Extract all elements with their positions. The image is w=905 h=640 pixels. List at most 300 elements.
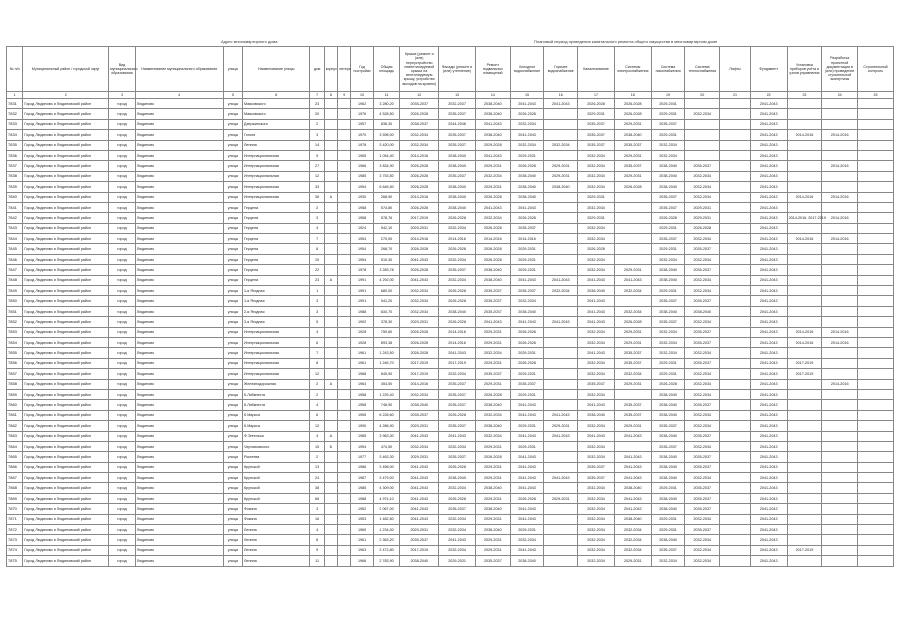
table-cell <box>324 410 337 420</box>
table-row <box>7 358 894 368</box>
table-cell <box>324 525 337 535</box>
table-cell: Людиново <box>135 244 223 254</box>
table-cell: 14 <box>310 140 324 150</box>
table-cell: 2038-2040 <box>510 171 544 181</box>
table-cell: 2029-2031 <box>475 545 510 555</box>
table-cell: Людиново <box>135 525 223 535</box>
table-cell <box>338 421 351 431</box>
table-cell: 7861 <box>7 410 23 420</box>
table-cell: Людиново <box>135 431 223 441</box>
table-cell: Людиново <box>135 171 223 181</box>
table-cell: 2041-2043 <box>439 348 476 358</box>
table-cell <box>720 369 751 379</box>
table-cell: 2035-2037 <box>439 400 476 410</box>
table-cell: 2041-2043 <box>578 317 615 327</box>
table-cell: Людиново <box>135 337 223 347</box>
table-cell: город <box>109 254 136 264</box>
table-cell: 2029-2031 <box>475 441 510 451</box>
table-cell <box>787 109 822 119</box>
table-cell: 2032-2034 <box>578 369 615 379</box>
table-cell: 2014-2016 <box>787 130 822 140</box>
table-cell: 2041-2043 <box>510 545 544 555</box>
table-cell <box>720 182 751 192</box>
table-cell: 2041-2043 <box>475 317 510 327</box>
table-cell: 2035-2037 <box>439 171 476 181</box>
table-cell: Город Людиново и Людиновский район <box>23 286 109 296</box>
table-cell: город <box>109 99 136 109</box>
table-cell <box>822 514 858 524</box>
table-cell: Город Людиново и Людиновский район <box>23 452 109 462</box>
table-cell: 7833 <box>7 119 23 129</box>
table-cell: 7846 <box>7 254 23 264</box>
table-cell: Город Людиново и Людиновский район <box>23 171 109 181</box>
table-row <box>7 254 894 264</box>
table-cell: 2032-2034 <box>439 254 476 264</box>
table-cell: 2038-2040 <box>651 161 685 171</box>
table-cell <box>822 389 858 399</box>
table-cell <box>720 254 751 264</box>
table-cell: 2 783,90 <box>373 556 400 566</box>
table-cell: 2029-2031 <box>578 213 615 223</box>
table-cell <box>338 545 351 555</box>
table-cell <box>720 452 751 462</box>
table-cell: 2041-2043 <box>750 317 787 327</box>
table-cell <box>720 441 751 451</box>
table-cell: 12 <box>310 171 324 181</box>
table-cell: 2038-2040 <box>651 462 685 472</box>
table-cell: 2032-2034 <box>651 556 685 566</box>
table-cell: 3 283,78 <box>373 265 400 275</box>
table-cell: Людиново <box>135 327 223 337</box>
table-cell: 2035-2037 <box>614 161 651 171</box>
table-cell <box>544 348 578 358</box>
table-cell <box>324 109 337 119</box>
table-cell: Людиново <box>135 109 223 119</box>
table-cell: 2038-2040 <box>651 473 685 483</box>
table-cell: 2032-2034 <box>510 296 544 306</box>
table-cell <box>858 410 894 420</box>
table-cell: 2041-2043 <box>614 473 651 483</box>
table-cell: 2035-2037 <box>651 192 685 202</box>
table-cell <box>720 99 751 109</box>
table-cell: Фокина <box>243 514 310 524</box>
table-cell: Крупской <box>243 473 310 483</box>
table-cell: Город Людиново и Людиновский район <box>23 317 109 327</box>
table-cell: Город Людиново и Людиновский район <box>23 483 109 493</box>
table-cell: 2029-2031 <box>510 525 544 535</box>
table-cell: 2035-2037 <box>651 545 685 555</box>
table-cell: 9 <box>310 545 324 555</box>
column-header: Год постройки <box>351 47 373 92</box>
table-cell <box>720 202 751 212</box>
table-cell: 2029-2031 <box>651 514 685 524</box>
table-cell: улица <box>223 119 242 129</box>
table-cell: 2041-2043 <box>614 452 651 462</box>
table-cell <box>324 202 337 212</box>
table-cell <box>822 223 858 233</box>
table-cell: Город Людиново и Людиновский район <box>23 265 109 275</box>
column-header: Система газоснабжения <box>651 47 685 92</box>
table-cell: 2029-2031 <box>400 317 439 327</box>
table-cell: улица <box>223 389 242 399</box>
table-cell: А <box>324 379 337 389</box>
table-cell: 2032-2034 <box>475 431 510 441</box>
table-cell: 2032-2034 <box>685 254 720 264</box>
table-cell: 2026-2028 <box>685 223 720 233</box>
table-cell: улица <box>223 514 242 524</box>
table-cell: 7865 <box>7 452 23 462</box>
table-cell <box>338 119 351 129</box>
table-cell: Людиново <box>135 514 223 524</box>
table-cell: Герцена <box>243 234 310 244</box>
table-cell <box>787 306 822 316</box>
table-cell: 2029-2031 <box>614 327 651 337</box>
table-cell: 2029-2031 <box>475 182 510 192</box>
table-cell <box>822 119 858 129</box>
table-cell: 2029-2031 <box>651 358 685 368</box>
table-cell: Город Людиново и Людиновский район <box>23 99 109 109</box>
table-cell <box>544 244 578 254</box>
table-cell: 1994 <box>351 441 373 451</box>
table-cell: 7848 <box>7 275 23 285</box>
table-cell: 2038-2040 <box>439 192 476 202</box>
table-cell: город <box>109 286 136 296</box>
table-cell: Город Людиново и Людиновский район <box>23 130 109 140</box>
table-cell: город <box>109 161 136 171</box>
table-cell: 7873 <box>7 535 23 545</box>
table-cell: Город Людиново и Людиновский район <box>23 306 109 316</box>
table-cell: 5 <box>310 317 324 327</box>
table-cell: 2014-2016 <box>400 379 439 389</box>
table-cell <box>338 441 351 451</box>
table-cell: Интернациональная <box>243 150 310 160</box>
table-cell: 7839 <box>7 182 23 192</box>
table-cell: 2035-2037 <box>475 369 510 379</box>
table-cell: Город Людиново и Людиновский район <box>23 202 109 212</box>
table-cell: 2026-2028 <box>439 244 476 254</box>
table-cell: Железнодорожная <box>243 379 310 389</box>
table-cell: 2041-2043 <box>750 410 787 420</box>
table-cell: Людиново <box>135 182 223 192</box>
table-cell: 2026-2028 <box>475 254 510 264</box>
column-number: 20 <box>685 92 720 99</box>
table-cell <box>614 389 651 399</box>
table-cell: 2026-2028 <box>475 223 510 233</box>
table-cell <box>720 410 751 420</box>
table-cell: 2 <box>310 379 324 389</box>
table-cell: 2041-2043 <box>750 421 787 431</box>
table-cell: 3 <box>310 130 324 140</box>
table-cell: 2026-2028 <box>510 358 544 368</box>
table-cell <box>822 202 858 212</box>
column-header: Установка приборов учёта и узлов управления <box>787 47 822 92</box>
table-cell: 1-я Ягодная <box>243 296 310 306</box>
table-cell <box>720 119 751 129</box>
table-cell: Город Людиново и Людиновский район <box>23 535 109 545</box>
table-cell <box>544 109 578 119</box>
table-cell: 7855 <box>7 348 23 358</box>
table-cell: 16 <box>310 514 324 524</box>
table-row <box>7 441 894 451</box>
table-cell: улица <box>223 483 242 493</box>
column-header: Муниципальный район / городской округ <box>23 47 109 92</box>
table-cell: 4 286,90 <box>373 421 400 431</box>
table-cell: улица <box>223 462 242 472</box>
table-cell <box>544 130 578 140</box>
table-cell <box>338 140 351 150</box>
table-cell: 2035-2037 <box>685 358 720 368</box>
table-cell: 2029-2031 <box>685 213 720 223</box>
table-cell <box>720 337 751 347</box>
table-cell: город <box>109 223 136 233</box>
table-cell: 2041-2043 <box>750 369 787 379</box>
table-row <box>7 337 894 347</box>
column-number: 4 <box>135 92 223 99</box>
table-cell: 1928 <box>351 337 373 347</box>
table-cell: город <box>109 473 136 483</box>
table-cell <box>338 514 351 524</box>
table-cell: Город Людиново и Людиновский район <box>23 296 109 306</box>
table-cell: 2038-2040 <box>439 473 476 483</box>
table-cell: 2035-2037 <box>578 140 615 150</box>
table-cell: улица <box>223 441 242 451</box>
table-cell <box>338 223 351 233</box>
table-cell <box>614 234 651 244</box>
table-cell: 2026-2028 <box>439 213 476 223</box>
table-cell: 4 <box>310 400 324 410</box>
table-cell: 2032-2034 <box>400 441 439 451</box>
table-cell <box>787 462 822 472</box>
table-row <box>7 410 894 420</box>
table-cell: улица <box>223 493 242 503</box>
table-cell: Людиново <box>135 441 223 451</box>
table-cell: Людиново <box>135 161 223 171</box>
table-cell <box>787 223 822 233</box>
table-cell: Ленина <box>243 525 310 535</box>
table-cell: 4 292,00 <box>373 275 400 285</box>
table-cell: 2035-2037 <box>685 244 720 254</box>
table-cell <box>787 202 822 212</box>
table-cell <box>720 514 751 524</box>
table-cell: 1954 <box>351 234 373 244</box>
table-cell: 2014-2016 <box>822 234 858 244</box>
table-cell: 2041-2043 <box>750 130 787 140</box>
table-cell: 2029-2031 <box>475 462 510 472</box>
table-cell: А <box>324 192 337 202</box>
table-cell: улица <box>223 400 242 410</box>
table-cell: 4 <box>310 525 324 535</box>
table-cell: 2017-2019 <box>400 369 439 379</box>
table-cell: 1976 <box>351 109 373 119</box>
table-cell: 2041-2043 <box>750 223 787 233</box>
table-row <box>7 275 894 285</box>
table-cell <box>544 223 578 233</box>
table-cell: 1964 <box>351 379 373 389</box>
table-cell <box>858 99 894 109</box>
table-cell: Интернациональная <box>243 182 310 192</box>
table-cell <box>324 223 337 233</box>
table-cell: 2032-2034 <box>685 369 720 379</box>
table-cell: К.Маркса <box>243 410 310 420</box>
table-cell: Город Людиново и Людиновский район <box>23 369 109 379</box>
table-cell <box>787 493 822 503</box>
table-cell: 2032-2034 <box>400 140 439 150</box>
table-cell: 838,30 <box>373 119 400 129</box>
table-cell: 2041-2043 <box>510 473 544 483</box>
table-cell <box>338 182 351 192</box>
table-cell: 2032-2034 <box>685 389 720 399</box>
table-cell <box>338 109 351 119</box>
table-cell: 2014-2016 <box>439 234 476 244</box>
table-cell: 2041-2043 <box>750 483 787 493</box>
table-cell: Людиново <box>135 202 223 212</box>
table-cell: 2 <box>310 202 324 212</box>
table-cell <box>338 369 351 379</box>
table-cell: 7868 <box>7 483 23 493</box>
table-cell: 1930 <box>351 192 373 202</box>
table-cell: Герцена <box>243 275 310 285</box>
table-cell: 2029-2031 <box>614 171 651 181</box>
table-cell: 3 458,00 <box>373 462 400 472</box>
column-number: 18 <box>614 92 651 99</box>
table-cell: 7853 <box>7 327 23 337</box>
table-cell: Людиново <box>135 483 223 493</box>
table-cell: Людиново <box>135 462 223 472</box>
table-cell: улица <box>223 99 242 109</box>
table-cell: 2029-2031 <box>578 192 615 202</box>
table-cell: город <box>109 348 136 358</box>
table-cell <box>822 109 858 119</box>
table-cell <box>822 150 858 160</box>
table-cell <box>338 400 351 410</box>
table-cell: 7875 <box>7 556 23 566</box>
table-cell: 8 <box>310 358 324 368</box>
table-cell: 2026-2028 <box>439 317 476 327</box>
table-row <box>7 462 894 472</box>
table-cell <box>720 140 751 150</box>
column-number: 12 <box>400 92 439 99</box>
table-cell <box>324 483 337 493</box>
table-cell <box>787 389 822 399</box>
column-header: Крыша (ремонт и (или) переустройство невентилируемой крыши на вентилируемую крышу, устройство выходов на кровлю) <box>400 47 439 92</box>
table-cell: 7854 <box>7 337 23 347</box>
table-cell: город <box>109 140 136 150</box>
table-cell: 2038-2040 <box>651 389 685 399</box>
table-cell: 4 528,50 <box>373 109 400 119</box>
table-cell: 2032-2034 <box>651 348 685 358</box>
table-cell: 2029-2031 <box>614 265 651 275</box>
table-cell: Город Людиново и Людиновский район <box>23 327 109 337</box>
table-cell <box>324 182 337 192</box>
table-cell <box>544 452 578 462</box>
table-cell <box>858 556 894 566</box>
table-cell <box>822 441 858 451</box>
table-cell: город <box>109 369 136 379</box>
table-cell <box>787 348 822 358</box>
table-cell: Город Людиново и Людиновский район <box>23 223 109 233</box>
table-cell: 4 <box>310 223 324 233</box>
table-cell: 2029-2031 <box>544 493 578 503</box>
table-cell: 2029-2031 <box>614 150 651 160</box>
table-cell <box>858 545 894 555</box>
table-cell <box>858 379 894 389</box>
table-row <box>7 306 894 316</box>
table-cell <box>720 493 751 503</box>
table-cell: город <box>109 493 136 503</box>
table-cell: 578,76 <box>373 213 400 223</box>
table-cell: 2041-2043 <box>750 161 787 171</box>
table-cell: город <box>109 441 136 451</box>
table-cell: 2029-2031 <box>510 441 544 451</box>
table-cell: 2041-2043 <box>578 348 615 358</box>
table-cell: улица <box>223 369 242 379</box>
table-cell: 2032-2034 <box>475 213 510 223</box>
table-cell: 2038-2040 <box>651 410 685 420</box>
table-cell: 2041-2043 <box>750 556 787 566</box>
table-cell: 2041-2043 <box>544 473 578 483</box>
table-cell: Город Людиново и Людиновский район <box>23 473 109 483</box>
table-cell: 2041-2043 <box>400 254 439 264</box>
table-cell: Город Людиново и Людиновский район <box>23 556 109 566</box>
table-cell: улица <box>223 348 242 358</box>
table-cell <box>338 556 351 566</box>
table-cell: 2032-2034 <box>685 192 720 202</box>
table-row <box>7 389 894 399</box>
table-row <box>7 140 894 150</box>
table-cell <box>338 213 351 223</box>
table-cell: 2 <box>310 119 324 129</box>
table-cell: улица <box>223 265 242 275</box>
table-cell <box>338 431 351 441</box>
table-cell: 1966 <box>351 556 373 566</box>
table-cell: 2026-2028 <box>400 109 439 119</box>
table-cell <box>787 379 822 389</box>
table-cell: 2041-2043 <box>544 275 578 285</box>
table-cell <box>720 389 751 399</box>
table-cell: улица <box>223 140 242 150</box>
table-cell: 3 753,50 <box>373 171 400 181</box>
table-cell: 2026-2028 <box>439 286 476 296</box>
table-cell: 7835 <box>7 140 23 150</box>
table-cell: 2038-2040 <box>439 161 476 171</box>
table-cell: Людиново <box>135 99 223 109</box>
table-cell: Интернациональная <box>243 337 310 347</box>
table-cell <box>720 473 751 483</box>
table-cell: 834,70 <box>373 306 400 316</box>
table-cell: 2026-2028 <box>510 493 544 503</box>
table-cell: 454,50 <box>373 379 400 389</box>
table-cell: 2026-2028 <box>475 244 510 254</box>
table-cell: 2041-2043 <box>614 462 651 472</box>
table-cell <box>720 348 751 358</box>
table-cell <box>787 483 822 493</box>
table-cell: 1953 <box>351 514 373 524</box>
table-row <box>7 379 894 389</box>
table-cell: 2041-2043 <box>400 275 439 285</box>
table-cell: 2038-2040 <box>614 483 651 493</box>
table-cell: 1961 <box>351 535 373 545</box>
table-cell: улица <box>223 275 242 285</box>
table-cell: Людиново <box>135 150 223 160</box>
table-cell: 893,38 <box>373 337 400 347</box>
table-cell: 2038-2040 <box>651 171 685 181</box>
table-cell <box>822 421 858 431</box>
table-cell: 2041-2043 <box>614 275 651 285</box>
table-cell: 2029-2031 <box>544 171 578 181</box>
table-cell: 2032-2034 <box>475 410 510 420</box>
table-cell <box>822 504 858 514</box>
table-cell: улица <box>223 223 242 233</box>
